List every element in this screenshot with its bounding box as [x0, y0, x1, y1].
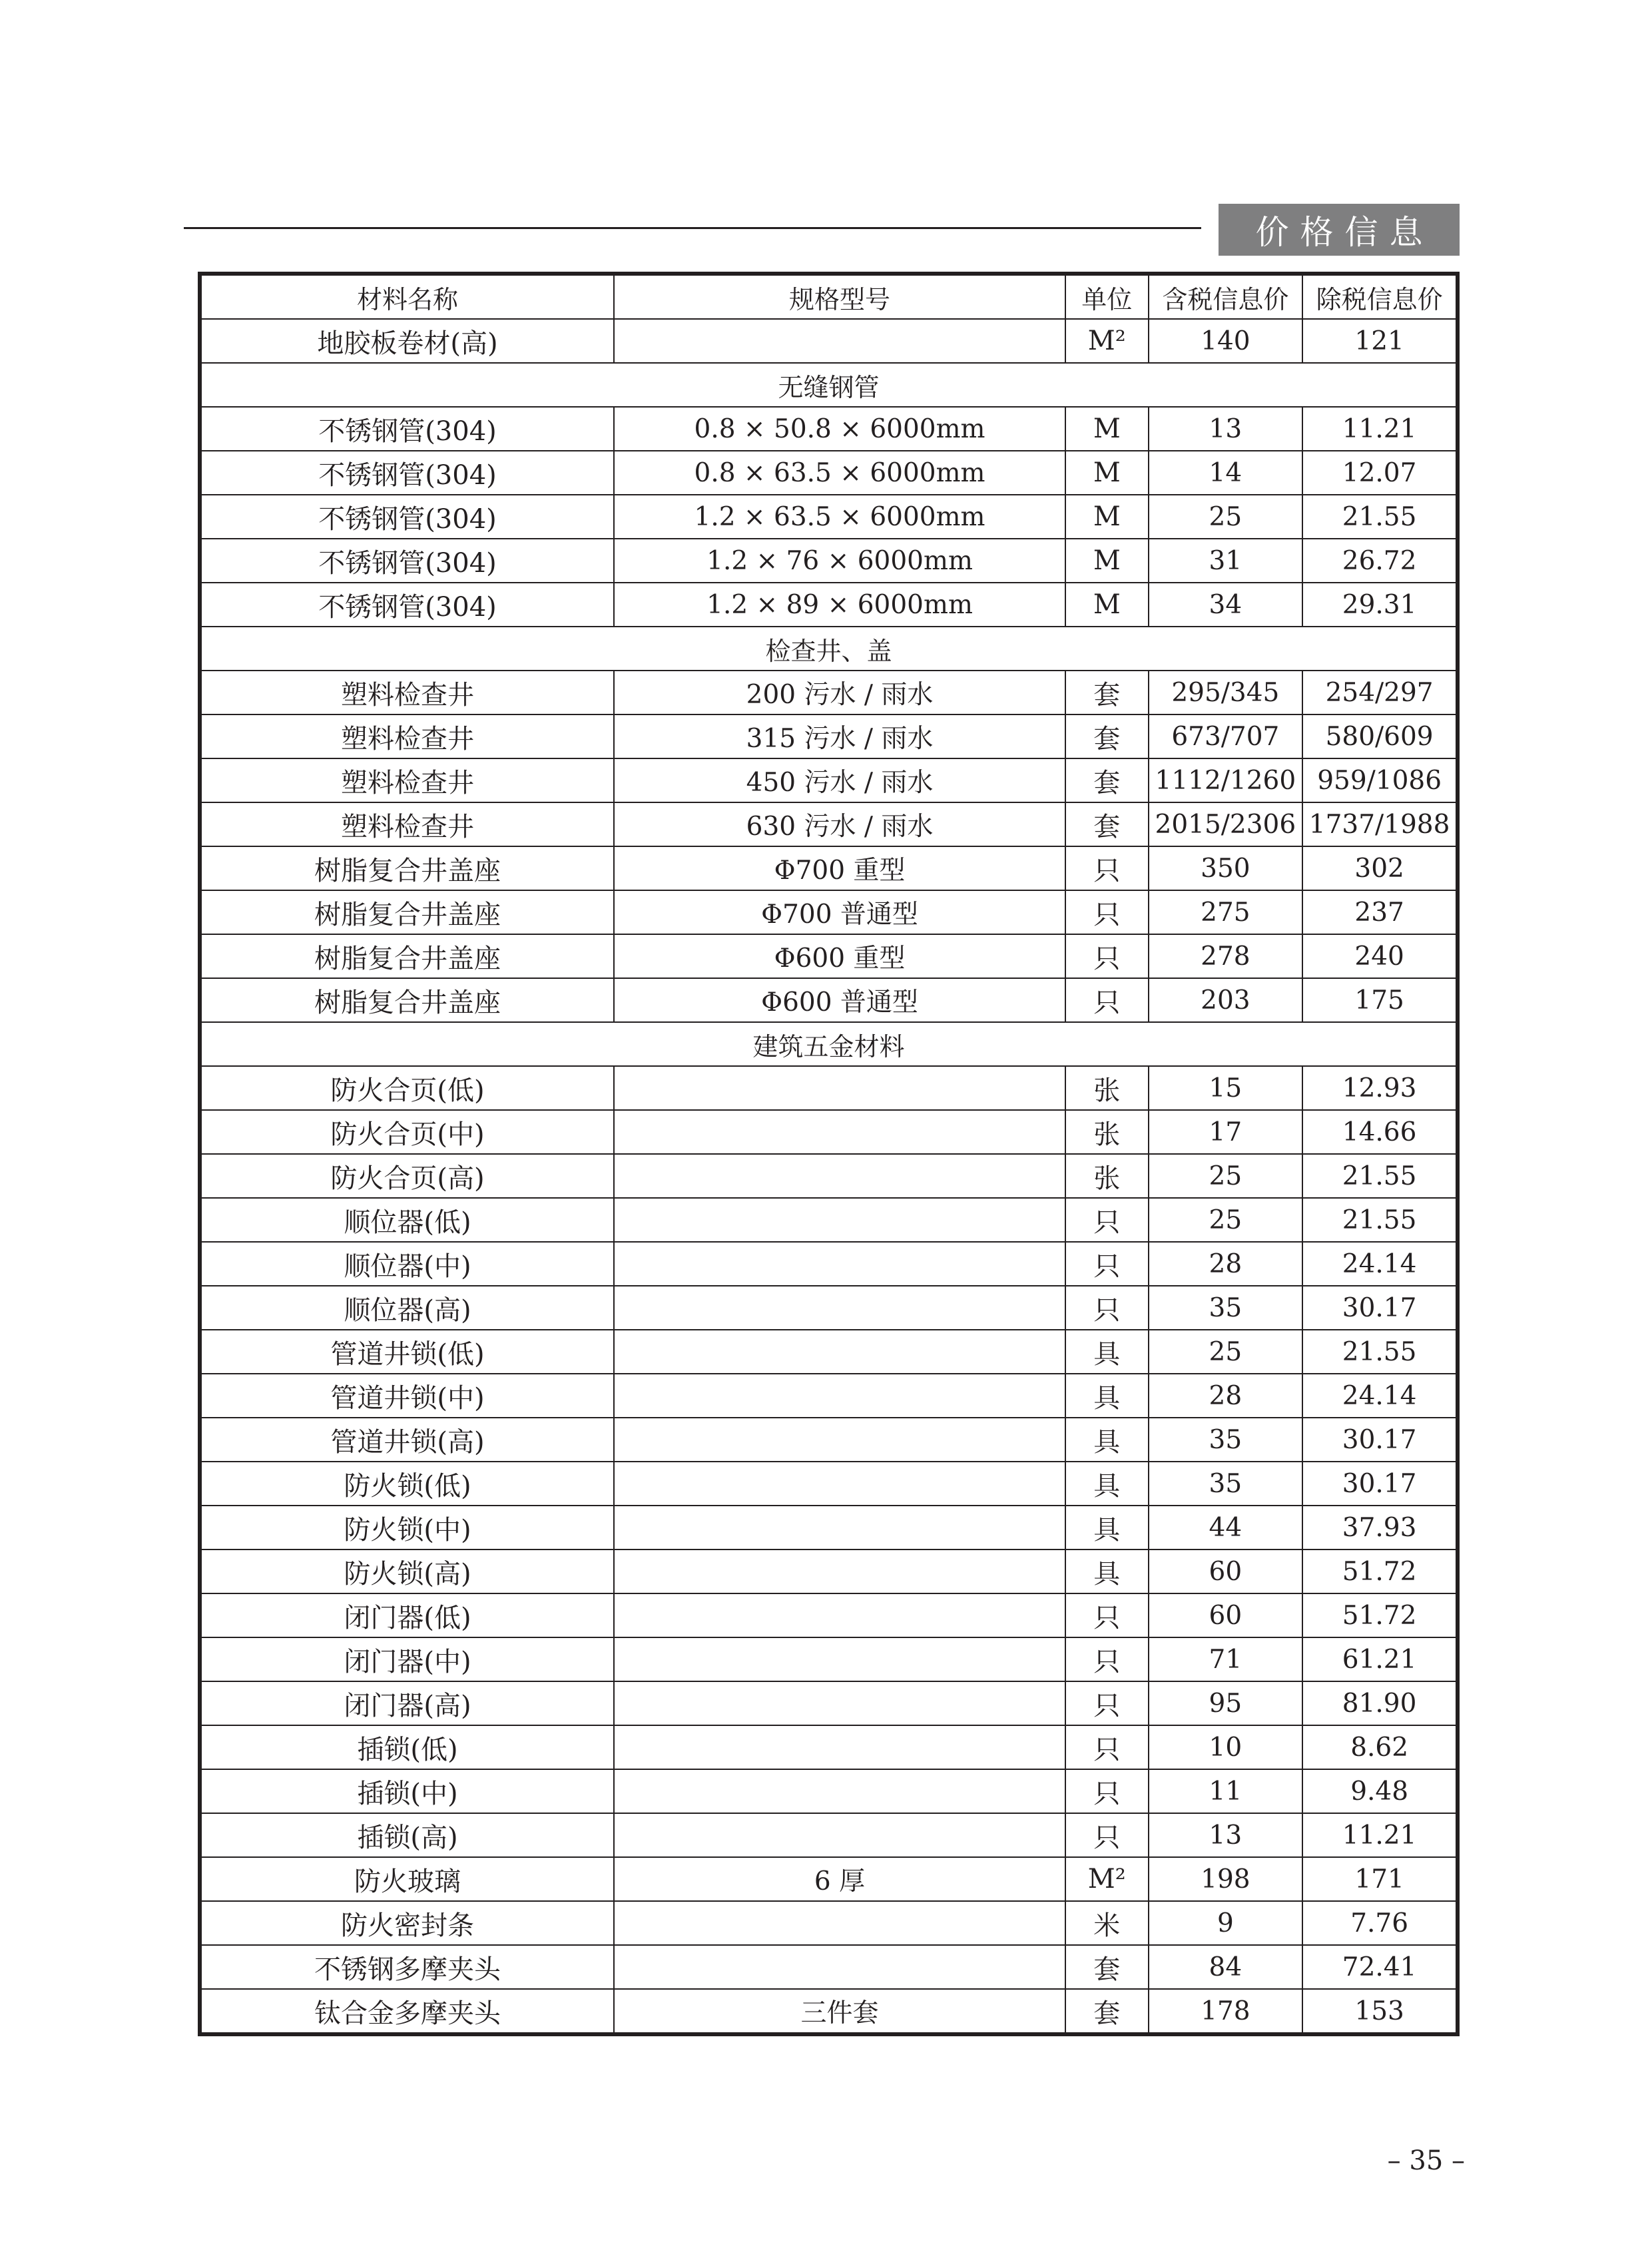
cell-spec: [614, 1506, 1065, 1550]
cell-name: 闭门器(中): [200, 1637, 614, 1681]
cell-name: 闭门器(低): [200, 1593, 614, 1637]
category-row: [200, 1022, 1458, 1066]
cell-price-notax: 11.21: [1302, 1813, 1458, 1857]
cell-name: 不锈钢管(304): [200, 451, 614, 495]
table-row: [200, 1066, 1458, 1110]
cell-name: 顺位器(低): [200, 1198, 614, 1242]
cell-price-notax: 121: [1302, 319, 1458, 363]
cell-unit: 只: [1065, 1286, 1148, 1330]
cell-price-notax: 12.93: [1302, 1066, 1458, 1110]
table-row: [200, 1813, 1458, 1857]
table-row: [200, 1681, 1458, 1725]
category-title: 无缝钢管: [200, 363, 1458, 407]
cell-price-tax: 25: [1149, 495, 1303, 539]
cell-price-tax: 60: [1149, 1593, 1303, 1637]
cell-price-tax: 178: [1149, 1989, 1303, 2034]
cell-price-tax: 13: [1149, 407, 1303, 451]
cell-price-tax: 15: [1149, 1066, 1303, 1110]
column-header-name: 材料名称: [200, 274, 614, 319]
section-title: 价格信息: [1219, 204, 1460, 256]
column-header-spec: 规格型号: [614, 274, 1065, 319]
cell-unit: 张: [1065, 1110, 1148, 1154]
cell-spec: [614, 1901, 1065, 1945]
cell-price-notax: 30.17: [1302, 1286, 1458, 1330]
cell-spec: 三件套: [614, 1989, 1065, 2034]
cell-price-tax: 14: [1149, 451, 1303, 495]
cell-spec: Φ700 普通型: [614, 890, 1065, 934]
table-row: [200, 1506, 1458, 1550]
table-row: [200, 1637, 1458, 1681]
cell-unit: 只: [1065, 846, 1148, 890]
cell-unit: 套: [1065, 1989, 1148, 2034]
cell-unit: 具: [1065, 1506, 1148, 1550]
cell-spec: Φ700 重型: [614, 846, 1065, 890]
cell-unit: 套: [1065, 802, 1148, 846]
cell-price-tax: 84: [1149, 1945, 1303, 1989]
cell-unit: M: [1065, 495, 1148, 539]
cell-name: 塑料检查井: [200, 758, 614, 802]
table-row: [200, 1593, 1458, 1637]
table-row: [200, 1550, 1458, 1593]
cell-unit: 只: [1065, 890, 1148, 934]
cell-price-notax: 171: [1302, 1857, 1458, 1901]
cell-price-notax: 21.55: [1302, 1154, 1458, 1198]
cell-price-notax: 24.14: [1302, 1374, 1458, 1418]
cell-unit: 套: [1065, 671, 1148, 714]
cell-spec: [614, 319, 1065, 363]
table-row: [200, 890, 1458, 934]
cell-price-notax: 9.48: [1302, 1769, 1458, 1813]
cell-unit: 具: [1065, 1418, 1148, 1462]
table-row: [200, 934, 1458, 978]
cell-price-tax: 25: [1149, 1330, 1303, 1374]
cell-name: 防火合页(低): [200, 1066, 614, 1110]
cell-unit: 具: [1065, 1374, 1148, 1418]
cell-price-notax: 51.72: [1302, 1550, 1458, 1593]
column-header-price-notax: 除税信息价: [1302, 274, 1458, 319]
table-row: [200, 978, 1458, 1022]
cell-spec: [614, 1637, 1065, 1681]
cell-unit: 套: [1065, 758, 1148, 802]
cell-spec: [614, 1813, 1065, 1857]
cell-price-tax: 17: [1149, 1110, 1303, 1154]
cell-spec: [614, 1066, 1065, 1110]
cell-price-notax: 1737/1988: [1302, 802, 1458, 846]
cell-name: 管道井锁(低): [200, 1330, 614, 1374]
cell-price-notax: 24.14: [1302, 1242, 1458, 1286]
cell-name: 不锈钢管(304): [200, 583, 614, 627]
cell-price-tax: 673/707: [1149, 714, 1303, 758]
cell-price-tax: 11: [1149, 1769, 1303, 1813]
cell-price-tax: 203: [1149, 978, 1303, 1022]
table-row: [200, 495, 1458, 539]
cell-name: 树脂复合井盖座: [200, 890, 614, 934]
cell-spec: 630 污水 / 雨水: [614, 802, 1065, 846]
cell-unit: M: [1065, 407, 1148, 451]
cell-unit: 只: [1065, 1769, 1148, 1813]
cell-unit: 具: [1065, 1550, 1148, 1593]
cell-price-tax: 295/345: [1149, 671, 1303, 714]
cell-name: 管道井锁(中): [200, 1374, 614, 1418]
cell-price-tax: 25: [1149, 1154, 1303, 1198]
cell-unit: 只: [1065, 1242, 1148, 1286]
category-title: 建筑五金材料: [200, 1022, 1458, 1066]
cell-price-tax: 35: [1149, 1418, 1303, 1462]
cell-name: 不锈钢多摩夹头: [200, 1945, 614, 1989]
cell-unit: 具: [1065, 1330, 1148, 1374]
cell-price-tax: 95: [1149, 1681, 1303, 1725]
cell-spec: [614, 1462, 1065, 1506]
table-row: [200, 1725, 1458, 1769]
cell-price-notax: 175: [1302, 978, 1458, 1022]
table-row: [200, 539, 1458, 583]
table-row: [200, 1154, 1458, 1198]
cell-unit: 套: [1065, 1945, 1148, 1989]
table-row: [200, 1989, 1458, 2034]
cell-spec: [614, 1681, 1065, 1725]
cell-price-tax: 10: [1149, 1725, 1303, 1769]
table-row: [200, 1286, 1458, 1330]
table-row: [200, 1242, 1458, 1286]
cell-price-tax: 35: [1149, 1286, 1303, 1330]
cell-spec: [614, 1374, 1065, 1418]
cell-spec: [614, 1110, 1065, 1154]
cell-price-notax: 72.41: [1302, 1945, 1458, 1989]
cell-price-notax: 81.90: [1302, 1681, 1458, 1725]
cell-name: 防火合页(中): [200, 1110, 614, 1154]
cell-price-notax: 240: [1302, 934, 1458, 978]
cell-spec: [614, 1286, 1065, 1330]
cell-name: 树脂复合井盖座: [200, 934, 614, 978]
category-title: 检查井、盖: [200, 627, 1458, 671]
cell-unit: 只: [1065, 1725, 1148, 1769]
table-row: [200, 1462, 1458, 1506]
cell-spec: 1.2 × 89 × 6000mm: [614, 583, 1065, 627]
cell-name: 塑料检查井: [200, 671, 614, 714]
cell-name: 塑料检查井: [200, 714, 614, 758]
cell-unit: M: [1065, 539, 1148, 583]
cell-spec: 450 污水 / 雨水: [614, 758, 1065, 802]
cell-spec: [614, 1725, 1065, 1769]
cell-price-notax: 11.21: [1302, 407, 1458, 451]
cell-price-tax: 60: [1149, 1550, 1303, 1593]
cell-unit: 张: [1065, 1066, 1148, 1110]
cell-unit: 只: [1065, 1198, 1148, 1242]
cell-unit: 只: [1065, 1813, 1148, 1857]
cell-spec: 0.8 × 50.8 × 6000mm: [614, 407, 1065, 451]
cell-price-notax: 302: [1302, 846, 1458, 890]
cell-spec: 1.2 × 63.5 × 6000mm: [614, 495, 1065, 539]
cell-name: 闭门器(高): [200, 1681, 614, 1725]
category-row: [200, 627, 1458, 671]
header-rule: [184, 227, 1201, 229]
cell-name: 顺位器(中): [200, 1242, 614, 1286]
cell-spec: [614, 1330, 1065, 1374]
cell-price-notax: 21.55: [1302, 1330, 1458, 1374]
cell-spec: [614, 1418, 1065, 1462]
cell-price-notax: 959/1086: [1302, 758, 1458, 802]
cell-price-notax: 61.21: [1302, 1637, 1458, 1681]
table-row: [200, 1418, 1458, 1462]
cell-spec: [614, 1769, 1065, 1813]
cell-unit: 米: [1065, 1901, 1148, 1945]
cell-price-notax: 8.62: [1302, 1725, 1458, 1769]
cell-unit: 具: [1065, 1462, 1148, 1506]
cell-spec: 1.2 × 76 × 6000mm: [614, 539, 1065, 583]
cell-spec: Φ600 重型: [614, 934, 1065, 978]
cell-unit: M²: [1065, 319, 1148, 363]
cell-price-tax: 34: [1149, 583, 1303, 627]
column-header-unit: 单位: [1065, 274, 1148, 319]
cell-price-notax: 580/609: [1302, 714, 1458, 758]
table-row: [200, 846, 1458, 890]
cell-spec: 315 污水 / 雨水: [614, 714, 1065, 758]
cell-price-tax: 350: [1149, 846, 1303, 890]
table-row: [200, 407, 1458, 451]
cell-name: 插锁(低): [200, 1725, 614, 1769]
table-row: [200, 1330, 1458, 1374]
cell-price-notax: 153: [1302, 1989, 1458, 2034]
cell-price-tax: 13: [1149, 1813, 1303, 1857]
cell-price-notax: 12.07: [1302, 451, 1458, 495]
cell-spec: [614, 1550, 1065, 1593]
cell-unit: M²: [1065, 1857, 1148, 1901]
cell-unit: M: [1065, 583, 1148, 627]
category-row: [200, 363, 1458, 407]
cell-name: 插锁(高): [200, 1813, 614, 1857]
cell-spec: 0.8 × 63.5 × 6000mm: [614, 451, 1065, 495]
cell-price-notax: 21.55: [1302, 1198, 1458, 1242]
cell-unit: 张: [1065, 1154, 1148, 1198]
cell-price-notax: 237: [1302, 890, 1458, 934]
cell-spec: Φ600 普通型: [614, 978, 1065, 1022]
cell-unit: 只: [1065, 1681, 1148, 1725]
table-row: [200, 583, 1458, 627]
cell-price-tax: 28: [1149, 1374, 1303, 1418]
cell-name: 防火锁(高): [200, 1550, 614, 1593]
cell-spec: 200 污水 / 雨水: [614, 671, 1065, 714]
cell-name: 防火合页(高): [200, 1154, 614, 1198]
cell-price-tax: 71: [1149, 1637, 1303, 1681]
cell-spec: [614, 1154, 1065, 1198]
table-row: [200, 802, 1458, 846]
table-row: [200, 1374, 1458, 1418]
cell-price-tax: 1112/1260: [1149, 758, 1303, 802]
cell-unit: 只: [1065, 978, 1148, 1022]
cell-price-notax: 30.17: [1302, 1462, 1458, 1506]
cell-price-notax: 7.76: [1302, 1901, 1458, 1945]
cell-price-notax: 26.72: [1302, 539, 1458, 583]
cell-price-notax: 37.93: [1302, 1506, 1458, 1550]
cell-price-tax: 278: [1149, 934, 1303, 978]
cell-name: 不锈钢管(304): [200, 495, 614, 539]
cell-price-notax: 254/297: [1302, 671, 1458, 714]
cell-spec: [614, 1198, 1065, 1242]
cell-price-notax: 21.55: [1302, 495, 1458, 539]
cell-price-tax: 9: [1149, 1901, 1303, 1945]
table-row: [200, 671, 1458, 714]
cell-unit: 套: [1065, 714, 1148, 758]
cell-unit: M: [1065, 451, 1148, 495]
table-body: [200, 319, 1458, 2034]
cell-price-tax: 275: [1149, 890, 1303, 934]
cell-price-notax: 29.31: [1302, 583, 1458, 627]
table-row: [200, 1945, 1458, 1989]
table-row: [200, 714, 1458, 758]
cell-spec: 6 厚: [614, 1857, 1065, 1901]
cell-unit: 只: [1065, 1637, 1148, 1681]
cell-unit: 只: [1065, 1593, 1148, 1637]
cell-name: 不锈钢管(304): [200, 539, 614, 583]
price-table: [198, 272, 1460, 2036]
cell-price-tax: 31: [1149, 539, 1303, 583]
cell-price-notax: 30.17: [1302, 1418, 1458, 1462]
table-row: [200, 319, 1458, 363]
column-header-price-tax: 含税信息价: [1149, 274, 1303, 319]
cell-price-notax: 14.66: [1302, 1110, 1458, 1154]
table-row: [200, 1901, 1458, 1945]
table-header-row: [200, 274, 1458, 319]
cell-name: 防火锁(低): [200, 1462, 614, 1506]
cell-name: 插锁(中): [200, 1769, 614, 1813]
table-row: [200, 1198, 1458, 1242]
table-row: [200, 1110, 1458, 1154]
cell-price-tax: 44: [1149, 1506, 1303, 1550]
cell-name: 顺位器(高): [200, 1286, 614, 1330]
cell-spec: [614, 1593, 1065, 1637]
cell-name: 防火锁(中): [200, 1506, 614, 1550]
cell-price-tax: 198: [1149, 1857, 1303, 1901]
cell-spec: [614, 1945, 1065, 1989]
cell-name: 防火玻璃: [200, 1857, 614, 1901]
cell-name: 钛合金多摩夹头: [200, 1989, 614, 2034]
cell-name: 树脂复合井盖座: [200, 978, 614, 1022]
cell-name: 塑料检查井: [200, 802, 614, 846]
cell-price-tax: 140: [1149, 319, 1303, 363]
cell-name: 不锈钢管(304): [200, 407, 614, 451]
page-number: – 35 –: [1387, 2145, 1465, 2176]
cell-price-tax: 28: [1149, 1242, 1303, 1286]
table-row: [200, 451, 1458, 495]
table-row: [200, 758, 1458, 802]
cell-name: 防火密封条: [200, 1901, 614, 1945]
cell-price-tax: 25: [1149, 1198, 1303, 1242]
cell-unit: 只: [1065, 934, 1148, 978]
cell-price-tax: 2015/2306: [1149, 802, 1303, 846]
cell-name: 地胶板卷材(高): [200, 319, 614, 363]
cell-spec: [614, 1242, 1065, 1286]
table-row: [200, 1769, 1458, 1813]
table-row: [200, 1857, 1458, 1901]
cell-price-notax: 51.72: [1302, 1593, 1458, 1637]
cell-name: 树脂复合井盖座: [200, 846, 614, 890]
cell-name: 管道井锁(高): [200, 1418, 614, 1462]
cell-price-tax: 35: [1149, 1462, 1303, 1506]
